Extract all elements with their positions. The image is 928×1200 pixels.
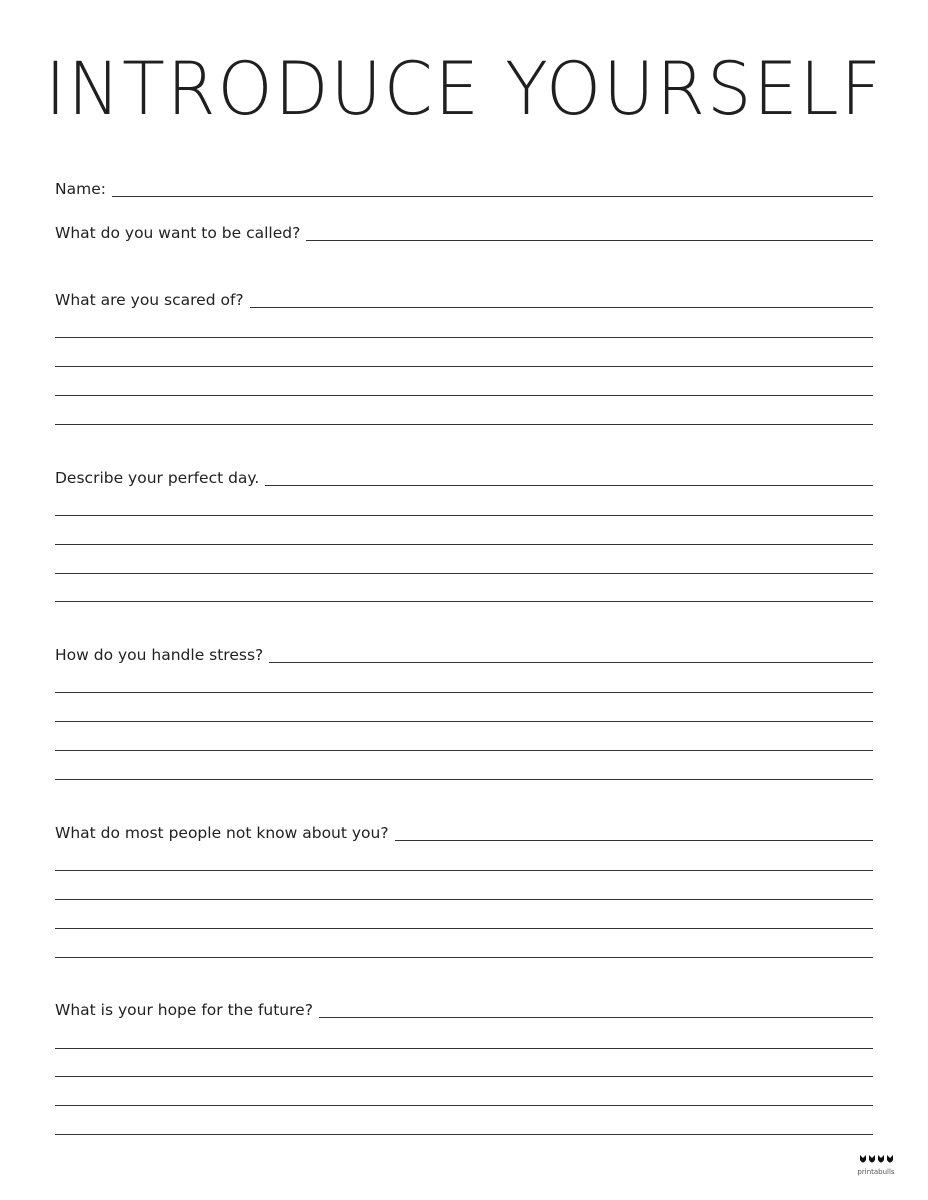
question-row-perfect-day — [55, 471, 873, 487]
answer-line — [55, 721, 873, 722]
question-row-called — [55, 226, 873, 242]
question-label: What are you scared of? — [55, 291, 244, 309]
brand-name: printabulls — [857, 1168, 895, 1176]
answer-line — [55, 692, 873, 693]
answer-line — [55, 573, 873, 574]
answer-line — [319, 1016, 873, 1018]
answer-line — [269, 661, 873, 663]
answer-line — [55, 337, 873, 338]
answer-line — [55, 1076, 873, 1077]
answer-line — [395, 839, 873, 841]
name-row — [55, 182, 873, 198]
answer-line — [55, 1048, 873, 1049]
answer-line — [55, 779, 873, 780]
question-label: What do you want to be called? — [55, 224, 301, 242]
answer-line — [265, 484, 873, 486]
question-row-future — [55, 1003, 873, 1019]
question-row-not-know — [55, 826, 873, 842]
answer-line — [55, 750, 873, 751]
worksheet-title: INTRODUCE YOURSELF — [45, 45, 883, 132]
answer-line — [55, 870, 873, 871]
answer-line — [55, 957, 873, 958]
answer-line — [306, 239, 873, 241]
brand-logo — [846, 1154, 906, 1176]
answer-line — [55, 899, 873, 900]
bull-logo-icon — [846, 1154, 906, 1168]
answer-line — [250, 306, 873, 308]
answer-line — [55, 424, 873, 425]
answer-line — [55, 601, 873, 602]
question-label: Describe your perfect day. — [55, 469, 260, 487]
answer-line — [55, 366, 873, 367]
answer-line — [55, 515, 873, 516]
answer-line — [55, 1105, 873, 1106]
question-row-scared — [55, 293, 873, 309]
question-label: What is your hope for the future? — [55, 1001, 313, 1019]
answer-line — [55, 544, 873, 545]
name-label: Name: — [55, 180, 106, 198]
name-answer-line — [112, 195, 873, 197]
answer-line — [55, 1134, 873, 1135]
question-row-stress — [55, 648, 873, 664]
answer-line — [55, 395, 873, 396]
question-label: How do you handle stress? — [55, 646, 264, 664]
answer-line — [55, 928, 873, 929]
question-label: What do most people not know about you? — [55, 824, 389, 842]
